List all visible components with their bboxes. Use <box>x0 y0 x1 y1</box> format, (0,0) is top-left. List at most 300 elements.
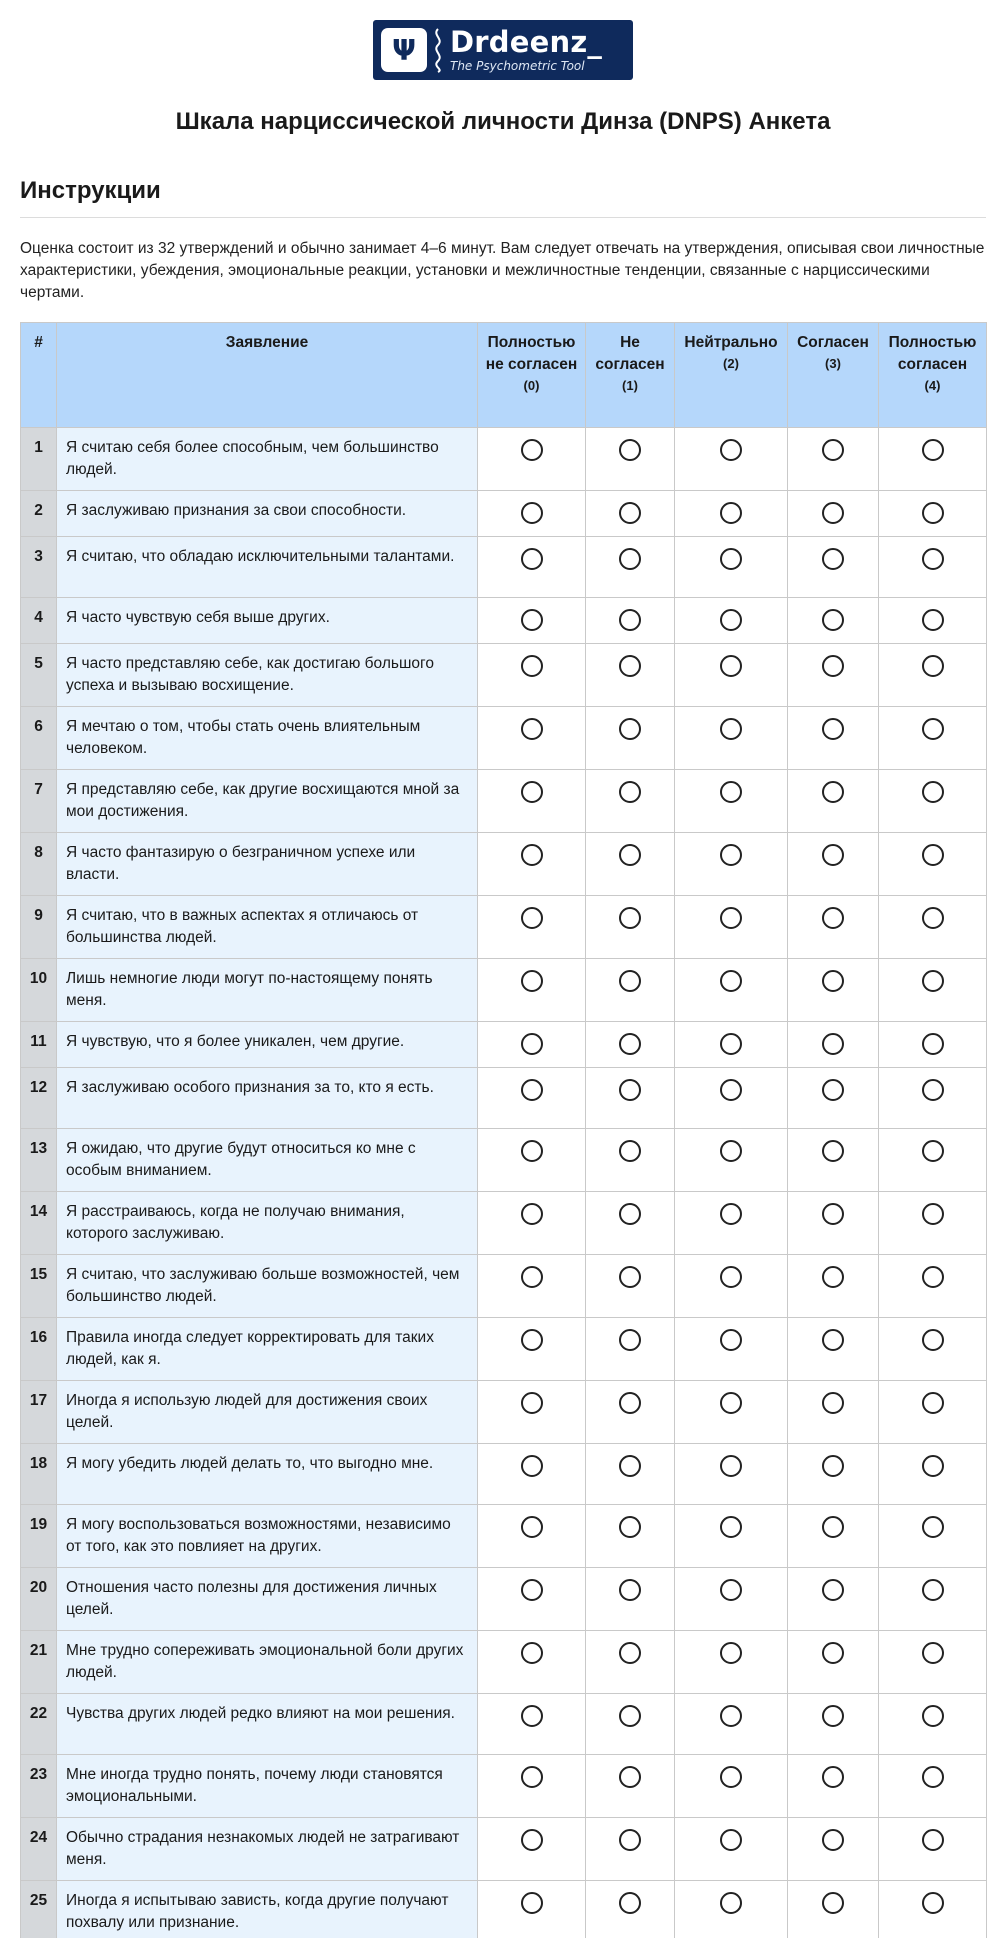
radio-option-3[interactable] <box>822 718 844 740</box>
radio-option-3[interactable] <box>822 1892 844 1914</box>
radio-option-4[interactable] <box>922 1079 944 1101</box>
radio-option-0[interactable] <box>521 1892 543 1914</box>
table-row <box>21 490 987 536</box>
option-cell <box>586 536 675 597</box>
option-cell <box>586 958 675 1021</box>
option-cell <box>879 1754 987 1817</box>
table-row <box>21 1567 987 1630</box>
instructions-heading: Инструкции <box>20 177 986 218</box>
radio-option-2[interactable] <box>720 970 742 992</box>
option-cell <box>675 958 788 1021</box>
radio-option-1[interactable] <box>619 655 641 677</box>
radio-option-0[interactable] <box>521 1203 543 1225</box>
option-cell <box>788 1630 879 1693</box>
radio-option-2[interactable] <box>720 1705 742 1727</box>
radio-option-2[interactable] <box>720 1579 742 1601</box>
option-cell <box>788 1128 879 1191</box>
option-cell <box>879 1880 987 1938</box>
row-number: 17 <box>21 1380 57 1443</box>
option-cell <box>788 1817 879 1880</box>
option-cell <box>879 1567 987 1630</box>
radio-option-1[interactable] <box>619 907 641 929</box>
radio-option-3[interactable] <box>822 1766 844 1788</box>
option-cell <box>788 1254 879 1317</box>
option-cell <box>586 1567 675 1630</box>
header-option-label: Не согласен <box>595 333 665 373</box>
radio-option-2[interactable] <box>720 502 742 524</box>
radio-option-4[interactable] <box>922 1829 944 1851</box>
option-cell <box>788 1067 879 1128</box>
radio-option-1[interactable] <box>619 1829 641 1851</box>
radio-option-0[interactable] <box>521 548 543 570</box>
table-row <box>21 597 987 643</box>
option-cell <box>478 1254 586 1317</box>
radio-option-2[interactable] <box>720 1392 742 1414</box>
radio-option-2[interactable] <box>720 1516 742 1538</box>
option-cell <box>586 1254 675 1317</box>
radio-option-3[interactable] <box>822 1829 844 1851</box>
option-cell <box>879 769 987 832</box>
radio-option-2[interactable] <box>720 1892 742 1914</box>
radio-option-0[interactable] <box>521 1705 543 1727</box>
radio-option-3[interactable] <box>822 1203 844 1225</box>
radio-option-2[interactable] <box>720 1766 742 1788</box>
option-cell <box>586 1128 675 1191</box>
statement-text: Я считаю, что обладаю исключительными талантами. <box>57 536 478 597</box>
statement-text: Я мечтаю о том, чтобы стать очень влиятельным человеком. <box>57 706 478 769</box>
option-cell <box>586 1067 675 1128</box>
radio-option-3[interactable] <box>822 548 844 570</box>
radio-option-2[interactable] <box>720 1329 742 1351</box>
option-cell <box>586 1817 675 1880</box>
statement-text: Отношения часто полезны для достижения личных целей. <box>57 1567 478 1630</box>
radio-option-4[interactable] <box>922 502 944 524</box>
option-cell <box>788 706 879 769</box>
header-option-label: Согласен <box>797 333 869 351</box>
radio-option-1[interactable] <box>619 548 641 570</box>
radio-option-1[interactable] <box>619 718 641 740</box>
psi-logo-icon: Ψ <box>381 28 427 72</box>
radio-option-1[interactable] <box>619 1392 641 1414</box>
row-number: 7 <box>21 769 57 832</box>
radio-option-4[interactable] <box>922 1705 944 1727</box>
option-cell <box>586 490 675 536</box>
row-number: 18 <box>21 1443 57 1504</box>
option-cell <box>586 1630 675 1693</box>
option-cell <box>788 1443 879 1504</box>
table-row <box>21 536 987 597</box>
header-option-score: (0) <box>523 377 540 393</box>
table-row <box>21 832 987 895</box>
page-title: Шкала нарциссической личности Динза (DNPS) Анкета <box>175 108 831 135</box>
option-cell <box>879 643 987 706</box>
radio-option-0[interactable] <box>521 844 543 866</box>
option-cell <box>879 1380 987 1443</box>
table-row <box>21 706 987 769</box>
option-cell <box>675 832 788 895</box>
statement-text: Мне иногда трудно понять, почему люди становятся эмоциональными. <box>57 1754 478 1817</box>
radio-option-1[interactable] <box>619 781 641 803</box>
radio-option-3[interactable] <box>822 1455 844 1477</box>
radio-option-4[interactable] <box>922 970 944 992</box>
radio-option-4[interactable] <box>922 1329 944 1351</box>
row-number: 1 <box>21 427 57 490</box>
option-cell <box>879 1067 987 1128</box>
radio-option-4[interactable] <box>922 1266 944 1288</box>
option-cell <box>586 706 675 769</box>
radio-option-1[interactable] <box>619 1140 641 1162</box>
option-cell <box>478 1630 586 1693</box>
radio-option-2[interactable] <box>720 907 742 929</box>
option-cell <box>478 490 586 536</box>
radio-option-3[interactable] <box>822 1140 844 1162</box>
option-cell <box>788 1754 879 1817</box>
radio-option-2[interactable] <box>720 1829 742 1851</box>
option-cell <box>675 769 788 832</box>
option-cell <box>788 1191 879 1254</box>
option-cell <box>586 597 675 643</box>
radio-option-0[interactable] <box>521 907 543 929</box>
radio-option-3[interactable] <box>822 970 844 992</box>
option-cell <box>586 1693 675 1754</box>
option-cell <box>586 1880 675 1938</box>
logo-tagline: The Psychometric Tool <box>450 59 585 73</box>
statement-text: Я считаю, что в важных аспектах я отличаюсь от большинства людей. <box>57 895 478 958</box>
option-cell <box>478 643 586 706</box>
table-row <box>21 643 987 706</box>
header-option-score: (4) <box>924 377 941 393</box>
option-cell <box>675 1317 788 1380</box>
option-cell <box>879 1191 987 1254</box>
option-cell <box>478 536 586 597</box>
statement-text: Чувства других людей редко влияют на мои решения. <box>57 1693 478 1754</box>
statement-text: Правила иногда следует корректировать для таких людей, как я. <box>57 1317 478 1380</box>
radio-option-3[interactable] <box>822 781 844 803</box>
radio-option-4[interactable] <box>922 1455 944 1477</box>
radio-option-1[interactable] <box>619 439 641 461</box>
radio-option-1[interactable] <box>619 1579 641 1601</box>
radio-option-2[interactable] <box>720 1266 742 1288</box>
table-row <box>21 1630 987 1693</box>
radio-option-4[interactable] <box>922 548 944 570</box>
table-row <box>21 427 987 490</box>
statement-text: Иногда я испытываю зависть, когда другие получают похвалу или признание. <box>57 1880 478 1938</box>
option-cell <box>675 597 788 643</box>
radio-option-3[interactable] <box>822 1392 844 1414</box>
option-cell <box>675 1504 788 1567</box>
radio-option-1[interactable] <box>619 970 641 992</box>
radio-option-4[interactable] <box>922 1892 944 1914</box>
radio-option-0[interactable] <box>521 1455 543 1477</box>
radio-option-3[interactable] <box>822 439 844 461</box>
radio-option-2[interactable] <box>720 1203 742 1225</box>
option-cell <box>879 1630 987 1693</box>
radio-option-3[interactable] <box>822 844 844 866</box>
radio-option-1[interactable] <box>619 1203 641 1225</box>
radio-option-3[interactable] <box>822 1266 844 1288</box>
option-cell <box>788 895 879 958</box>
option-cell <box>478 706 586 769</box>
option-cell <box>478 1191 586 1254</box>
radio-option-3[interactable] <box>822 609 844 631</box>
table-row <box>21 958 987 1021</box>
option-cell <box>675 1443 788 1504</box>
option-cell <box>879 958 987 1021</box>
radio-option-0[interactable] <box>521 1140 543 1162</box>
radio-option-4[interactable] <box>922 781 944 803</box>
radio-option-0[interactable] <box>521 1329 543 1351</box>
option-cell <box>478 1380 586 1443</box>
logo[interactable] <box>373 20 633 80</box>
radio-option-1[interactable] <box>619 1329 641 1351</box>
radio-option-0[interactable] <box>521 1579 543 1601</box>
radio-option-1[interactable] <box>619 1642 641 1664</box>
radio-option-0[interactable] <box>521 781 543 803</box>
radio-option-4[interactable] <box>922 655 944 677</box>
radio-option-3[interactable] <box>822 1642 844 1664</box>
header-option-2 <box>675 322 788 427</box>
option-cell <box>879 1317 987 1380</box>
option-cell <box>586 1443 675 1504</box>
radio-option-1[interactable] <box>619 1766 641 1788</box>
questionnaire-table <box>20 322 987 1938</box>
row-number: 10 <box>21 958 57 1021</box>
radio-option-3[interactable] <box>822 1329 844 1351</box>
radio-option-0[interactable] <box>521 1033 543 1055</box>
option-cell <box>478 1317 586 1380</box>
option-cell <box>788 597 879 643</box>
radio-option-0[interactable] <box>521 502 543 524</box>
radio-option-2[interactable] <box>720 1140 742 1162</box>
radio-option-3[interactable] <box>822 502 844 524</box>
option-cell <box>478 1067 586 1128</box>
radio-option-3[interactable] <box>822 1705 844 1727</box>
radio-option-4[interactable] <box>922 1516 944 1538</box>
radio-option-1[interactable] <box>619 1455 641 1477</box>
radio-option-4[interactable] <box>922 439 944 461</box>
statement-text: Я расстраиваюсь, когда не получаю внимания, которого заслуживаю. <box>57 1191 478 1254</box>
radio-option-2[interactable] <box>720 1079 742 1101</box>
row-number: 3 <box>21 536 57 597</box>
radio-option-2[interactable] <box>720 844 742 866</box>
radio-option-0[interactable] <box>521 609 543 631</box>
option-cell <box>675 536 788 597</box>
statement-text: Я заслуживаю признания за свои способности. <box>57 490 478 536</box>
radio-option-1[interactable] <box>619 502 641 524</box>
option-cell <box>788 769 879 832</box>
row-number: 4 <box>21 597 57 643</box>
option-cell <box>788 1380 879 1443</box>
radio-option-1[interactable] <box>619 1705 641 1727</box>
option-cell <box>586 643 675 706</box>
statement-text: Я заслуживаю особого признания за то, кто я есть. <box>57 1067 478 1128</box>
radio-option-0[interactable] <box>521 1266 543 1288</box>
statement-text: Я считаю, что заслуживаю больше возможностей, чем большинство людей. <box>57 1254 478 1317</box>
row-number: 8 <box>21 832 57 895</box>
option-cell <box>788 490 879 536</box>
option-cell <box>478 832 586 895</box>
table-row <box>21 1443 987 1504</box>
logo-container <box>20 20 986 80</box>
row-number: 5 <box>21 643 57 706</box>
option-cell <box>879 597 987 643</box>
radio-option-4[interactable] <box>922 1642 944 1664</box>
table-row <box>21 1254 987 1317</box>
radio-option-4[interactable] <box>922 1579 944 1601</box>
header-option-1 <box>586 322 675 427</box>
table-row <box>21 1021 987 1067</box>
option-cell <box>586 1021 675 1067</box>
option-cell <box>586 1754 675 1817</box>
radio-option-1[interactable] <box>619 1033 641 1055</box>
option-cell <box>879 895 987 958</box>
option-cell <box>478 1021 586 1067</box>
header-number: # <box>21 322 57 427</box>
radio-option-4[interactable] <box>922 844 944 866</box>
radio-option-2[interactable] <box>720 1642 742 1664</box>
radio-option-4[interactable] <box>922 718 944 740</box>
radio-option-2[interactable] <box>720 439 742 461</box>
radio-option-0[interactable] <box>521 1392 543 1414</box>
option-cell <box>675 1128 788 1191</box>
radio-option-0[interactable] <box>521 1079 543 1101</box>
radio-option-0[interactable] <box>521 439 543 461</box>
option-cell <box>478 769 586 832</box>
option-cell <box>788 1567 879 1630</box>
header-option-label: Полностью согласен <box>888 333 977 373</box>
table-row <box>21 1504 987 1567</box>
header-option-score: (3) <box>825 355 841 371</box>
option-cell <box>586 1380 675 1443</box>
table-row <box>21 769 987 832</box>
option-cell <box>879 832 987 895</box>
radio-option-4[interactable] <box>922 907 944 929</box>
option-cell <box>879 706 987 769</box>
option-cell <box>675 427 788 490</box>
option-cell <box>675 643 788 706</box>
header-statement: Заявление <box>57 322 478 427</box>
radio-option-0[interactable] <box>521 1516 543 1538</box>
option-cell <box>478 1817 586 1880</box>
radio-option-1[interactable] <box>619 1266 641 1288</box>
option-cell <box>478 1128 586 1191</box>
option-cell <box>586 832 675 895</box>
option-cell <box>675 1754 788 1817</box>
radio-option-3[interactable] <box>822 655 844 677</box>
header-option-label: Полностью не согласен <box>485 333 578 373</box>
option-cell <box>879 1443 987 1504</box>
radio-option-1[interactable] <box>619 1516 641 1538</box>
option-cell <box>788 832 879 895</box>
radio-option-0[interactable] <box>521 1766 543 1788</box>
radio-option-4[interactable] <box>922 1766 944 1788</box>
radio-option-3[interactable] <box>822 907 844 929</box>
radio-option-2[interactable] <box>720 655 742 677</box>
option-cell <box>788 1880 879 1938</box>
header-option-score: (1) <box>622 377 638 393</box>
option-cell <box>879 1504 987 1567</box>
statement-text: Я часто чувствую себя выше других. <box>57 597 478 643</box>
statement-text: Лишь немногие люди могут по-настоящему понять меня. <box>57 958 478 1021</box>
row-number: 19 <box>21 1504 57 1567</box>
row-number: 2 <box>21 490 57 536</box>
radio-option-0[interactable] <box>521 718 543 740</box>
radio-option-4[interactable] <box>922 609 944 631</box>
radio-option-2[interactable] <box>720 609 742 631</box>
option-cell <box>675 1630 788 1693</box>
row-number: 25 <box>21 1880 57 1938</box>
radio-option-0[interactable] <box>521 1829 543 1851</box>
radio-option-2[interactable] <box>720 718 742 740</box>
option-cell <box>675 490 788 536</box>
table-row <box>21 1191 987 1254</box>
radio-option-4[interactable] <box>922 1140 944 1162</box>
option-cell <box>675 1067 788 1128</box>
radio-option-0[interactable] <box>521 970 543 992</box>
table-row <box>21 1380 987 1443</box>
table-row <box>21 1880 987 1938</box>
row-number: 21 <box>21 1630 57 1693</box>
radio-option-2[interactable] <box>720 1033 742 1055</box>
row-number: 6 <box>21 706 57 769</box>
table-row <box>21 895 987 958</box>
option-cell <box>478 1880 586 1938</box>
radio-option-3[interactable] <box>822 1079 844 1101</box>
radio-option-2[interactable] <box>720 548 742 570</box>
option-cell <box>478 1754 586 1817</box>
table-row <box>21 1693 987 1754</box>
radio-option-3[interactable] <box>822 1033 844 1055</box>
header-option-label: Нейтрально <box>684 333 778 351</box>
statement-text: Я ожидаю, что другие будут относиться ко мне с особым вниманием. <box>57 1128 478 1191</box>
statement-text: Я считаю себя более способным, чем большинство людей. <box>57 427 478 490</box>
option-cell <box>586 1317 675 1380</box>
radio-option-2[interactable] <box>720 1455 742 1477</box>
statement-text: Обычно страдания незнакомых людей не затрагивают меня. <box>57 1817 478 1880</box>
radio-option-3[interactable] <box>822 1579 844 1601</box>
radio-option-1[interactable] <box>619 1079 641 1101</box>
row-number: 20 <box>21 1567 57 1630</box>
option-cell <box>788 1693 879 1754</box>
option-cell <box>788 643 879 706</box>
option-cell <box>788 958 879 1021</box>
radio-option-2[interactable] <box>720 781 742 803</box>
option-cell <box>879 1021 987 1067</box>
logo-text <box>450 25 603 73</box>
option-cell <box>478 1443 586 1504</box>
option-cell <box>788 1317 879 1380</box>
radio-option-1[interactable] <box>619 609 641 631</box>
radio-option-3[interactable] <box>822 1516 844 1538</box>
statement-text: Я чувствую, что я более уникален, чем другие. <box>57 1021 478 1067</box>
radio-option-4[interactable] <box>922 1203 944 1225</box>
radio-option-0[interactable] <box>521 1642 543 1664</box>
radio-option-4[interactable] <box>922 1033 944 1055</box>
statement-text: Я часто фантазирую о безграничном успехе или власти. <box>57 832 478 895</box>
option-cell <box>879 1817 987 1880</box>
table-row <box>21 1754 987 1817</box>
radio-option-1[interactable] <box>619 1892 641 1914</box>
instructions-text: Оценка состоит из 32 утверждений и обычно занимает 4–6 минут. Вам следует отвечать на утверждения, описывая свои личностные характеристики, убеждения, эмоциональные реакции, установки и межличностные тенденции, связанные с нарциссическими чертами. <box>20 239 985 301</box>
option-cell <box>675 1817 788 1880</box>
statement-text: Я могу воспользоваться возможностями, независимо от того, как это повлияет на других. <box>57 1504 478 1567</box>
table-row <box>21 1817 987 1880</box>
radio-option-0[interactable] <box>521 655 543 677</box>
radio-option-1[interactable] <box>619 844 641 866</box>
row-number: 11 <box>21 1021 57 1067</box>
radio-option-4[interactable] <box>922 1392 944 1414</box>
option-cell <box>675 1567 788 1630</box>
